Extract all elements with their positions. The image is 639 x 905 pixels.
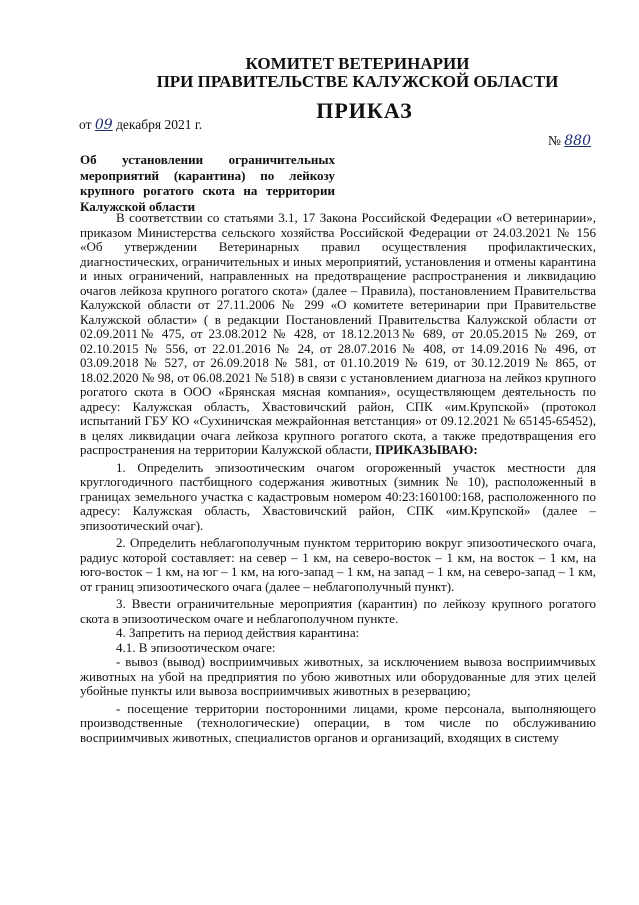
paragraph-1: 1. Определить эпизоотическим очагом огороженный участок местности для круглогодичного пастбищного содержания животных (зимник № 10), расположенный в границах земельного участка с кадастровым номером 40:23:160100:168, расположенного по адресу: Калужская область, Хвастовичский район, СПК «им.Крупской» (далее – эпизоотический очаг). bbox=[80, 459, 596, 533]
date-prefix: от bbox=[79, 117, 92, 132]
committee-name: КОМИТЕТ ВЕТЕРИНАРИИ bbox=[245, 54, 470, 73]
order-body bbox=[80, 211, 596, 745]
preamble-text: В соответствии со статьями 3.1, 17 Закона Российской Федерации «О ветеринарии», приказом Министерства сельского хозяйства Российской Федерации от 24.03.2021 № 156 «Об утверждении Ветеринарных правил осуществления профилактических, диагностических, ограничительных и иных мероприятий, установления и отмены карантина и иных ограничений, направленных на предотвращение распространения и ликвидацию очагов лейкоза крупного рогатого скота» (далее – Правила), постановлением Правительства Калужской области от 27.11.2006 № 299 «О комитете ветеринарии при Правительстве Калужской области» ( в редакции Постановлений Правительства Калужской области от 02.09.2011№ 475, от 23.08.2012 № 428, от 18.12.2013№ 689, от 20.05.2015 № 269, от 02.10.2015 № 556, от 22.01.2016 № 24, от 28.07.2016 № 408, от 14.09.2016 № 496, от 03.09.2018 № 527, от 26.09.2018 № 581, от 01.10.2019 № 619, от 30.12.2019 № 865, от 18.02.2020 № 98, от 06.08.2021 № 518) в связи с установлением диагноза на лейкоз крупного рогатого скота в ООО «Брянская мясная компания», осуществляющем деятельность по адресу: Калужская область, Хвастовичский район, СПК «им.Крупской» (протокол испытаний ГБУ КО «Сухиничская межрайонная ветстанция» от 09.12.2021 № 65145-65452), в целях ликвидации очага лейкоза крупного рогатого скота, а также предотвращения его распространения на территории Калужской области, bbox=[80, 210, 596, 457]
number-prefix: № bbox=[548, 133, 561, 148]
paragraph-4-1: 4.1. В эпизоотическом очаге: bbox=[116, 639, 276, 655]
number-handwritten: 880 bbox=[564, 133, 591, 149]
government-name: ПРИ ПРАВИТЕЛЬСТВЕ КАЛУЖСКОЙ ОБЛАСТИ bbox=[156, 72, 559, 91]
paragraph-2: 2. Определить неблагополучным пунктом территорию вокруг эпизоотического очага, радиус которой составляет: на север – 1 км, на северо-восток – 1 км, на восток – 1 км, на юго-восток – 1 км, на юг – 1 км, на юго-запад – 1 км, на запад – 1 км, на северо-запад – 1 км, от границ эпизоотического очага (далее – неблагополучный пункт). bbox=[80, 535, 596, 594]
date-day-handwritten: 09 bbox=[94, 117, 113, 133]
paragraph-3: 3. Ввести ограничительные мероприятия (карантин) по лейкозу крупного рогатого скота в эпизоотическом очаге и неблагополучном пункте. bbox=[80, 596, 596, 626]
decree-word: ПРИКАЗЫВАЮ: bbox=[375, 442, 478, 457]
document-title: ПРИКАЗ bbox=[316, 98, 413, 123]
paragraph-4: 4. Запретить на период действия карантина: bbox=[116, 625, 360, 640]
bullet-1: - вывоз (вывод) восприимчивых животных, за исключением вывоза восприимчивых животных на убой на предприятия по убою животных или оборудованные для этих целей убойные пункты или вывоза восприимчивых животных в резервацию; bbox=[80, 654, 596, 698]
order-subject: Об установлении ограничительных мероприятий (карантина) по лейкозу крупного рогатого скота на территории Калужской области bbox=[80, 152, 335, 214]
document-date bbox=[79, 117, 202, 133]
preamble-paragraph bbox=[80, 211, 596, 458]
date-rest: декабря 2021 г. bbox=[116, 117, 203, 132]
bullet-2: - посещение территории посторонними лицами, кроме персонала, выполняющего производственные (технологические) операции, в том числе по обслуживанию восприимчивых животных, специалистов органов и организаций, входящих в систему bbox=[80, 700, 596, 745]
document-number bbox=[548, 133, 591, 149]
